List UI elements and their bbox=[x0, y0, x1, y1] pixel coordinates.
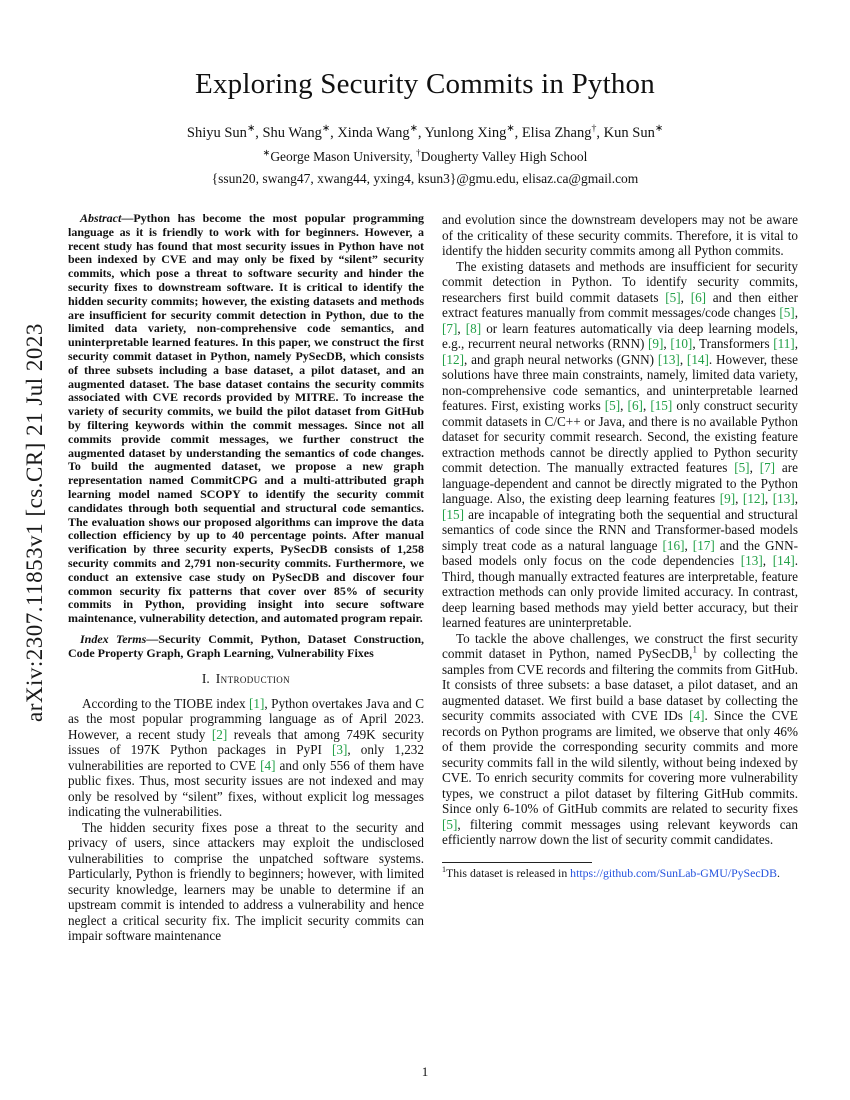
citation-link[interactable]: [13] bbox=[740, 553, 763, 568]
citation-link[interactable]: [12] bbox=[442, 351, 464, 367]
section-title: Introduction bbox=[215, 670, 291, 686]
superscript-marker: ∗ bbox=[506, 123, 515, 135]
citation-link[interactable]: [7] bbox=[442, 320, 458, 336]
superscript-marker: ∗ bbox=[262, 147, 271, 158]
citation-link[interactable]: [1] bbox=[249, 695, 265, 711]
section-number: I. bbox=[201, 670, 210, 686]
right-column bbox=[442, 212, 798, 1057]
paper-header bbox=[0, 68, 850, 187]
url-link[interactable]: https://github.com/SunLab-GMU/PySecDB bbox=[570, 865, 777, 880]
section-heading-introduction bbox=[68, 671, 424, 687]
superscript-marker: † bbox=[416, 147, 421, 158]
arxiv-watermark: arXiv:2307.11853v1 [cs.CR] 21 Jul 2023 bbox=[22, 323, 47, 722]
citation-link[interactable]: [14] bbox=[686, 351, 709, 367]
citation-link[interactable]: [15] bbox=[442, 506, 464, 522]
superscript-marker: ∗ bbox=[654, 123, 664, 135]
left-column bbox=[68, 212, 424, 1057]
page-number: 1 bbox=[421, 1064, 429, 1079]
superscript-marker: ∗ bbox=[409, 123, 418, 135]
citation-link[interactable]: [15] bbox=[650, 398, 673, 413]
footnote: $^1$This dataset is released in https://github.com/SunLab-GMU/PySecDB. bbox=[442, 864, 780, 880]
right-paragraph-2: The existing datasets and methods are insufficient for security commit detection in Python. To identify security commits, researchers first build commit datasets [5], [6] and then either extract features manually from commit messages/code changes [5], [7], [8] or learn features automatically via deep learning models, e.g., recurrent neural networks (RNN) [9], [10], Transformers [11], [12], and graph neural networks (GNN) [13], [14]. However, these solutions have three main constraints, namely, limited data variety, non-comprehensive code semantics, and uninterpretable learned features. First, existing works [5], [6], [15] only construct security commit datasets in C/C++ or Java, and there is no available Python dataset for security commit research. Second, the existing feature extraction methods cannot be directly applied to Python security commit detection. The manually extracted features [5], [7] are language-dependent and cannot be directly migrated to the Python language. Also, the existing deep learning features [9], [12], [13], [15] are incapable of integrating both the sequential and structural semantics of code since the RNN and Transformer-based models simply treat code as a natural language [16], [17] and the GNN-based models only focus on the code dependencies [13], [14]. Third, though manually extracted features are interpretable, feature extraction methods can only provide limited accuracy. In contrast, deep learning based methods may yield better accuracy, but their learned features are uninterpretable. bbox=[442, 258, 798, 630]
citation-link[interactable]: [3] bbox=[332, 742, 348, 757]
intro-paragraph-1: According to the TIOBE index [1], Python overtakes Java and C as the most popular programming language as of April 2023. However, a recent study [2] reveals that among 749K security issues of 197K Python packages in PyPI [3], only 1,232 vulnerabilities are reported to CVE [4] and only 556 of them have public fixes. Thus, most security issues are not indexed and may only be resolved by “silent” fixes, without explicit log messages indicating the vulnerabilities. bbox=[68, 695, 424, 819]
superscript-marker: ∗ bbox=[246, 123, 256, 135]
citation-link[interactable]: [9] bbox=[648, 336, 664, 351]
citation-link[interactable]: [8] bbox=[465, 320, 482, 336]
emails-line: {ssun20, swang47, xwang44, yxing4, ksun3}@gmu.edu, elisaz.ca@gmail.com bbox=[211, 171, 639, 186]
citation-link[interactable]: [6] bbox=[627, 398, 643, 413]
intro-paragraph-2: The hidden security fixes pose a threat to the security and privacy of users, since attackers may exploit the undisclosed vulnerabilities to comprise the unpatched software systems. Particularly, Python is friendly to beginners; however, with limited security knowledge, learners may be unable to determine if an upstream commit is intended to address a vulnerability and hence neglect a critical security fix. The implicit security commits can impair software maintenance bbox=[68, 819, 424, 943]
citation-link[interactable]: [9] bbox=[719, 491, 736, 506]
citation-link[interactable]: [5] bbox=[779, 305, 795, 320]
citation-link[interactable]: [13] bbox=[657, 351, 680, 367]
authors-line: Shiyu Sun∗, Shu Wang∗, Xinda Wang∗, Yunlong Xing∗, Elisa Zhang†, Kun Sun∗ bbox=[186, 123, 664, 141]
citation-link[interactable]: [4] bbox=[689, 708, 705, 723]
two-column-body bbox=[68, 212, 798, 1057]
citation-link[interactable]: [17] bbox=[692, 537, 715, 553]
citation-link[interactable]: [4] bbox=[260, 757, 276, 773]
index-terms-paragraph: Index Terms—Security Commit, Python, Dataset Construction, Code Property Graph, Graph Learning, Vulnerability Fixes bbox=[68, 631, 424, 660]
abstract-paragraph: Abstract—Python has become the most popular programming language as it is friendly to work with for beginners. However, a recent study has found that most security issues in Python have not been indexed by CVE and may only be fixed by “silent” security commits, which pose a threat to software security and hinder the security fixes to downstream software. It is critical to identify the hidden security commits; however, the existing datasets and methods are insufficient for security commit detection in Python, due to the limited data variety, non-comprehensive code semantics, and uninterpretable learned features. In this paper, we construct the first security commit dataset in Python, namely PySecDB, which consists of three subsets including a base dataset, a pilot dataset, and an augmented dataset. The base dataset contains the security commits associated with CVE records provided by MITRE. To increase the variety of security commits, we build the pilot dataset from GitHub by filtering keywords within the commit messages. Since not all commits provide commit messages, we further construct the augmented dataset by understanding the semantics of code changes. To build the augmented dataset, we propose a new graph representation named CommitCPG and a multi-attributed graph learning model named SCOPY to identify the security commit candidates through both sequential and structural code semantics. The evaluation shows our proposed algorithms can improve the data collection efficiency by up to 40 percentage points. After manual verification by three security experts, PySecDB consists of 1,258 security commits and 2,791 non-security commits. Furthermore, we conduct an extensive case study on PySecDB and discover four common security fix patterns that cover over 85% of security commits in Python, providing insight into secure software maintenance, vulnerability detection, and automated program repair. bbox=[68, 212, 424, 626]
superscript-marker: ∗ bbox=[321, 123, 331, 135]
superscript-marker: 1 bbox=[442, 864, 447, 874]
right-paragraph-3: To tackle the above challenges, we construct the first security commit dataset in Python, named PySecDB,$^1$ by collecting the samples from CVE records and filtering the commits from GitHub. It consists of three subsets: a base dataset, a pilot dataset, and an augmented dataset. We first build a base dataset by collecting the security commits associated with CVE IDs [4]. Since the CVE records on Python programs are limited, we observe that only 46% of them provide the corresponding security commits and more security commits fall in the wild silently, without being indexed by CVE. To enrich security commits for covering more vulnerability types, we construct a pilot dataset by filtering GitHub commits. Since only 6-10% of GitHub commits are related to security fixes [5], filtering commit messages using relevant keywords can efficiently narrow down the list of security commit candidates. bbox=[442, 630, 798, 847]
citation-link[interactable]: [7] bbox=[759, 460, 776, 475]
citation-link[interactable]: [5] bbox=[734, 460, 750, 475]
superscript-marker: 1 bbox=[692, 644, 697, 655]
page-title: Exploring Security Commits in Python bbox=[195, 68, 655, 100]
citation-link[interactable]: [14] bbox=[772, 553, 795, 568]
superscript-marker: † bbox=[591, 123, 597, 135]
citation-link[interactable]: [5] bbox=[604, 398, 621, 413]
citation-link[interactable]: [16] bbox=[662, 537, 685, 553]
citation-link[interactable]: [13] bbox=[772, 491, 795, 506]
citation-link[interactable]: [11] bbox=[773, 336, 795, 351]
citation-link[interactable]: [12] bbox=[742, 491, 765, 506]
citation-link[interactable]: [10] bbox=[670, 336, 693, 351]
citation-link[interactable]: [5] bbox=[665, 289, 681, 305]
affiliations-line: ∗George Mason University, †Dougherty Valley High School bbox=[262, 147, 588, 164]
footnote-rule bbox=[442, 862, 592, 863]
citation-link[interactable]: [2] bbox=[211, 726, 228, 742]
citation-link[interactable]: [5] bbox=[442, 816, 458, 832]
citation-link[interactable]: [6] bbox=[690, 289, 707, 305]
right-paragraph-1: and evolution since the downstream developers may not be aware of the criticality of these security commits. Therefore, it is vital to identify the hidden security commits among all Python commits. bbox=[442, 212, 798, 258]
